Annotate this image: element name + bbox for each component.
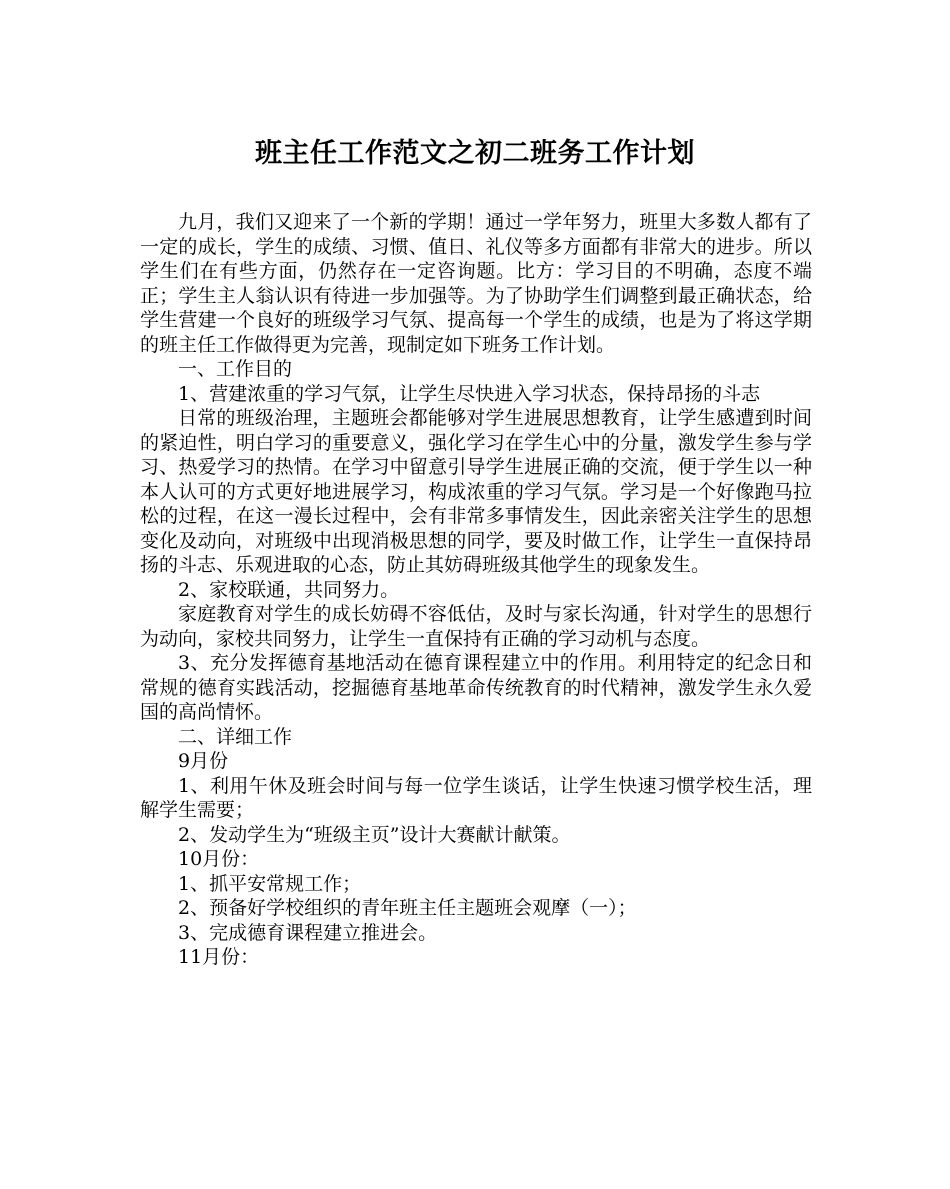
list-item: 1、抓平安常规工作；	[178, 872, 362, 895]
paragraph: 2、家校联通，共同努力。	[178, 578, 400, 601]
paragraph: 九月，我们又迎来了一个新的学期！通过一学年努力，班里大多数人都有了一定的成长，学生的成绩、习惯、值日、礼仪等多方面都有非常大的进步。所以学生们在有些方面，仍然存在一定咨询题。比方：学习目的不明确，态度不端正；学生主人翁认识有待进一步加强等。为了协助学生们调整到最正确状态，给学生营建一个良好的班级学习气氛、提高每一个学生的成绩，也是为了将这学期的班主任工作做得更为完善，现制定如下班务工作计划。	[140, 211, 812, 356]
list-item: 2、预备好学校组织的青年班主任主题班会观摩（一）；	[178, 897, 637, 919]
paragraph: 1、营建浓重的学习气氛，让学生尽快进入学习状态，保持昂扬的斗志	[178, 382, 761, 405]
section-heading: 一、工作目的	[178, 358, 293, 380]
document-title: 班主任工作范文之初二班务工作计划	[255, 138, 695, 169]
paragraph: 家庭教育对学生的成长妨碍不容低估，及时与家长沟通，针对学生的思想行为动向，家校共同努力，让学生一直保持有正确的学习动机与态度。	[140, 603, 812, 650]
month-heading: 9月份	[178, 750, 229, 772]
month-heading: 10月份：	[178, 848, 260, 870]
list-item: 2、发动学生为“班级主页”设计大赛献计献策。	[178, 823, 571, 846]
section-heading: 二、详细工作	[178, 725, 293, 748]
month-heading: 11月份：	[178, 946, 260, 968]
list-item: 3、完成德育课程建立推进会。	[178, 921, 438, 944]
paragraph: 日常的班级治理，主题班会都能够对学生进展思想教育，让学生感遭到时间的紧迫性，明白学习的重要意义，强化学习在学生心中的分量，激发学生参与学习、热爱学习的热情。在学习中留意引导学生进展正确的交流，便于学生以一种本人认可的方式更好地进展学习，构成浓重的学习气氛。学习是一个好像跑马拉松的过程，在这一漫长过程中，会有非常多事情发生，因此亲密关注学生的思想变化及动向，对班级中出现消极思想的同学，要及时做工作，让学生一直保持昂扬的斗志、乐观进取的心态，防止其妨碍班级其他学生的现象发生。	[140, 407, 812, 576]
list-item: 1、利用午休及班会时间与每一位学生谈话，让学生快速习惯学校生活，理解学生需要；	[140, 774, 812, 821]
document-body	[140, 210, 812, 970]
paragraph: 3、充分发挥德育基地活动在德育课程建立中的作用。利用特定的纪念日和常规的德育实践活动，挖掘德育基地革命传统教育的时代精神，激发学生永久爱国的高尚情怀。	[140, 652, 812, 723]
